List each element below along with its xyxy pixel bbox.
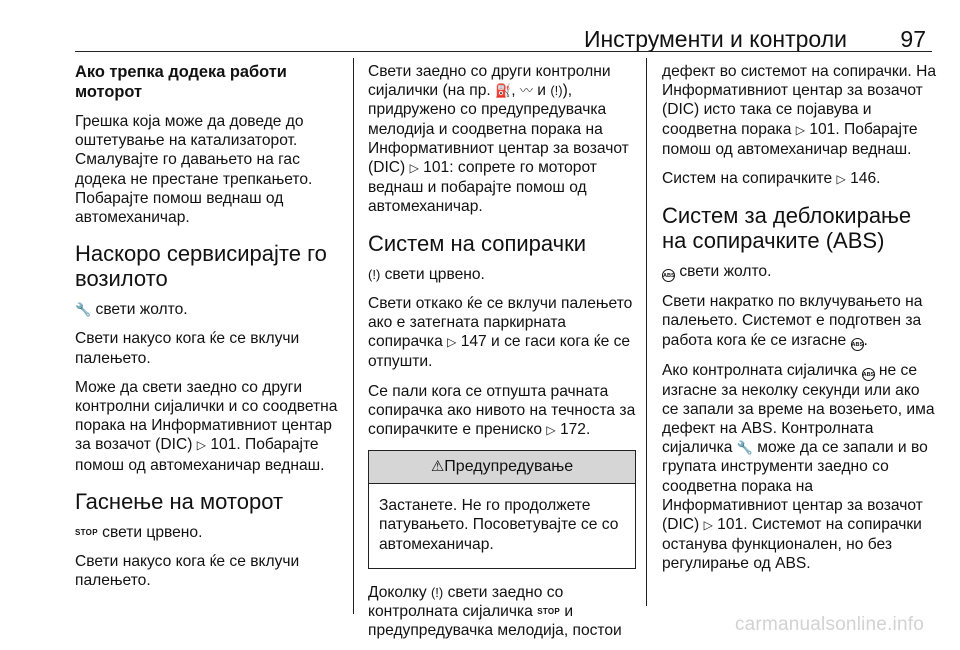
section-title-brakes: Систем на сопирачки <box>368 230 587 256</box>
paragraph: Свети накусо кога ќе се вклучи палењето. <box>75 553 300 590</box>
paragraph: Свети накратко по вклучувањето на палењето. Системот е подготвен за работа кога ќе се изгасне ABS. <box>662 293 923 349</box>
stop-icon: STOP <box>75 527 98 537</box>
paragraph: Може да свети заедно со други контролни сијалички и со соодветна порака на Информативниот центар за возачот (DIC) ▷ 101. Побарајте помош од автомеханичар веднаш. <box>75 378 338 474</box>
paragraph: Свети заедно со други контролни сијалички (на пр. ⛽, 〰 и (!)), придружено со предупредувачка мелодија и соодветна порака на Информативниот центар за возачот (DIC) ▷ 101: сопрете го моторот веднаш и побарајте помош од автомеханичар. <box>368 63 629 216</box>
header-title: Инструменти и контроли <box>583 26 847 52</box>
section-title-misfire: Ако трепка додека работи моторот <box>75 63 287 101</box>
page-number: 97 <box>900 26 926 52</box>
page-reference-arrow-icon: ▷ <box>196 438 206 453</box>
column-divider-1 <box>353 58 354 614</box>
brake-warning-icon: (!) <box>368 266 381 282</box>
brake-warning-icon: (!) <box>430 584 444 600</box>
page-reference-arrow-icon: ▷ <box>409 161 419 176</box>
paragraph: Систем на сопирачките ▷ 146. <box>662 170 881 188</box>
header-rule <box>75 51 932 52</box>
watermark: carmanualsonline.info <box>734 614 924 635</box>
paragraph: дефект во системот на сопирачки. На Информативниот центар за возачот (DIC) исто така се појавува и соодветна порака ▷ 101. Побарајте помош од автомеханичар веднаш. <box>662 63 937 158</box>
paragraph: Се пали кога се отпушта рачната сопирачка ако нивото на течноста за сопирачките е прениско ▷ 172. <box>368 382 636 439</box>
page-reference[interactable]: 101 <box>210 436 237 454</box>
warning-triangle-icon: ⚠ <box>430 458 445 476</box>
stop-icon: STOP <box>537 607 561 617</box>
section-title-service: Наскоро сервисирајте го возилото <box>75 241 327 292</box>
page-reference[interactable]: 147 <box>460 333 487 351</box>
oil-pressure-icon: 〰 <box>519 83 533 99</box>
section-title-engine-off: Гаснење на моторот <box>75 488 284 514</box>
page-reference[interactable]: 146 <box>850 170 877 188</box>
paragraph: (!) свети црвено. <box>368 265 485 283</box>
page-reference[interactable]: 101 <box>423 159 450 177</box>
paragraph: STOP свети црвено. <box>75 523 203 541</box>
column-3 <box>662 58 937 584</box>
warning-header <box>369 451 635 484</box>
page-reference[interactable]: 101 <box>809 120 836 138</box>
paragraph: Доколку (!) свети заедно со контролната сијаличка STOP и предупредувачка мелодија, постои <box>368 583 622 640</box>
column-1 <box>75 58 351 600</box>
column-2 <box>368 58 636 650</box>
wrench-icon: 🔧 <box>736 440 753 456</box>
page-reference-arrow-icon: ▷ <box>795 122 805 137</box>
paragraph: Ако контролната сијаличка ABS не се изгасне за неколку секунди или ако се запали за време на возењето, има дефект на ABS. Контролната сијаличка 🔧 може да се запали и во групата инструменти заедно со соодветна порака на Информативниот центар за возачот (DIC) ▷ 101. Системот на сопирачки останува функционален, но без регулирање од ABS. <box>662 361 935 573</box>
abs-icon: ABS <box>662 269 675 282</box>
warning-title: Предупредување <box>444 458 574 476</box>
wrench-icon: 🔧 <box>75 302 92 318</box>
page-reference-arrow-icon: ▷ <box>703 518 713 533</box>
abs-icon: ABS <box>851 338 864 351</box>
fuel-icon: ⛽ <box>495 83 512 99</box>
page-reference[interactable]: 172 <box>559 421 586 439</box>
paragraph: Свети откако ќе се вклучи палењето ако е затегната паркирната сопирачка ▷ 147 и се гаси кога ќе се отпушти. <box>368 294 633 371</box>
brake-warning-icon: (!) <box>550 83 563 99</box>
paragraph: Свети накусо кога ќе се вклучи палењето. <box>75 330 300 367</box>
column-divider-2 <box>646 58 647 606</box>
page-reference-arrow-icon: ▷ <box>546 423 556 438</box>
paragraph: ABS свети жолто. <box>663 263 772 281</box>
page-reference[interactable]: 101 <box>717 516 744 534</box>
warning-box <box>368 450 636 569</box>
section-title-abs: Систем за деблокирање на сопирачките (ABS) <box>662 203 912 254</box>
abs-icon: ABS <box>862 368 875 381</box>
page-reference-arrow-icon: ▷ <box>447 335 457 350</box>
page-reference-arrow-icon: ▷ <box>836 172 846 187</box>
paragraph: 🔧 свети жолто. <box>75 301 188 319</box>
paragraph: Грешка која може да доведе до оштетување на катализаторот. Смалувајте го давањето на гас додека не престане трепкањето. Побарајте помош веднаш од автомеханичар. <box>75 113 313 227</box>
warning-text: Застанете. Не го продолжете патувањето. Посоветувајте се со автомеханичар. <box>379 497 619 553</box>
